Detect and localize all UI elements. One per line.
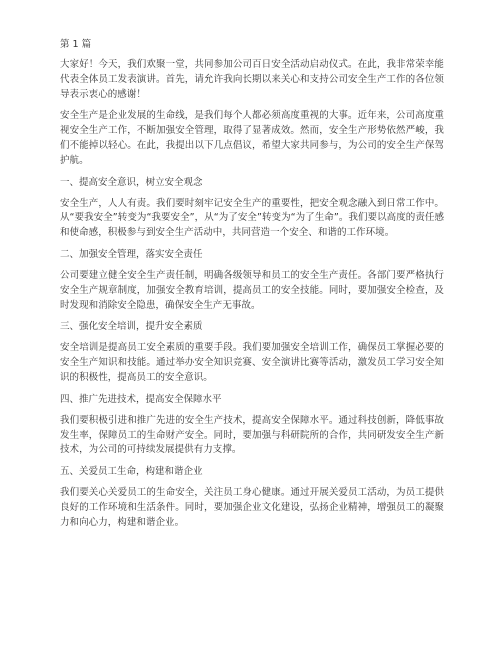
paragraph-intro: 大家好！今天，我们欢聚一堂，共同参加公司百日安全活动启动仪式。在此，我非常荣幸能代表全体员工发表演讲。首先，请允许我向长期以来关心和支持公司安全生产工作的各位领导表示衷心的感谢！: [60, 59, 444, 100]
section-label: 第 1 篇: [60, 39, 92, 50]
paragraph-2: 公司要建立健全安全生产责任制，明确各级领导和员工的安全生产责任。各部门要严格执行安全生产规章制度，加强安全教育培训，提高员工的安全技能。同时，要加强安全检查，及时发现和消除安全隐患，确保安全生产无事故。: [60, 269, 444, 311]
paragraph-5: 我们要关心关爱员工的生命安全，关注员工身心健康。通过开展关爱员工活动，为员工提供良好的工作环境和生活条件。同时，要加强企业文化建设，弘扬企业精神，增强员工的凝聚力和向心力，构建和谐企业。: [60, 487, 444, 528]
heading-2: 二、加强安全管理，落实安全责任: [60, 248, 203, 260]
heading-4: 四、推广先进技术，提高安全保障水平: [60, 393, 222, 405]
paragraph-1: 安全生产，人人有责。我们要时刻牢记安全生产的重要性，把安全观念融入到日常工作中。从“要我安全”转变为“我要安全”，从“为了安全”转变为“为了生命”。我们要以高度的责任感和使命感，积极参与到安全生产活动中，共同营造一个安全、和谐的工作环境。: [60, 197, 444, 239]
paragraph-3: 安全培训是提高员工安全素质的重要手段。我们要加强安全培训工作，确保员工掌握必要的安全生产知识和技能。通过举办安全知识竞赛、安全演讲比赛等活动，激发员工学习安全知识的积极性，提高员工的安全意识。: [60, 342, 444, 383]
paragraph-4: 我们要积极引进和推广先进的安全生产技术，提高安全保障水平。通过科技创新，降低事故发生率，保障员工的生命财产安全。同时，要加强与科研院所的合作，共同研发安全生产新技术，为公司的可持续发展提供有力支撑。: [60, 414, 444, 456]
heading-5: 五、关爱员工生命，构建和谐企业: [60, 466, 203, 478]
heading-3: 三、强化安全培训，提升安全素质: [60, 321, 203, 333]
paragraph-lifeline: 安全生产是企业发展的生命线，是我们每个人都必须高度重视的大事。近年来，公司高度重视安全生产工作，不断加强安全管理，取得了显著成效。然而，安全生产形势依然严峻，我们不能掉以轻心。在此，我提出以下几点倡议，希望大家共同参与，为公司的安全生产保驾护航。: [60, 110, 444, 166]
document-page: [60, 38, 444, 538]
heading-1: 一、提高安全意识，树立安全观念: [60, 176, 203, 188]
